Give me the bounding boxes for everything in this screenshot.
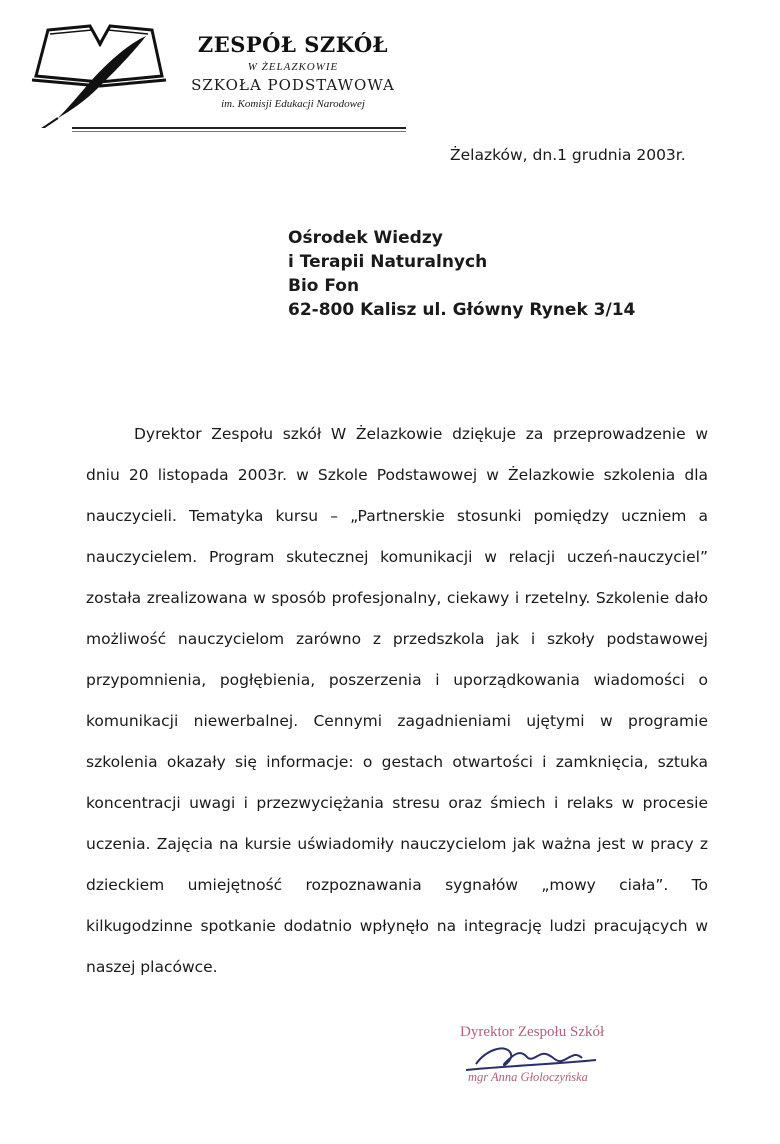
recipient-line: Bio Fon bbox=[288, 276, 360, 296]
letterhead bbox=[28, 18, 418, 138]
school-patron: im. Komisji Edukacji Narodowej bbox=[221, 98, 365, 110]
letterhead-text bbox=[148, 32, 438, 110]
school-name: SZKOŁA PODSTAWOWA bbox=[191, 76, 395, 94]
director-stamp bbox=[446, 1018, 666, 1098]
recipient-address bbox=[288, 226, 635, 322]
school-group-title: ZESPÓŁ SZKÓŁ bbox=[197, 32, 389, 57]
recipient-line: 62-800 Kalisz ul. Główny Rynek 3/14 bbox=[288, 300, 636, 320]
recipient-line: Ośrodek Wiedzy bbox=[288, 228, 443, 248]
recipient-line: i Terapii Naturalnych bbox=[288, 252, 488, 272]
letterhead-rule bbox=[72, 127, 406, 129]
stamp-title: Dyrektor Zespołu Szkół bbox=[460, 1024, 605, 1040]
school-location: W ŻELAZKOWIE bbox=[247, 61, 339, 73]
letter-body: Dyrektor Zespołu szkół W Żelazkowie dziękuje za przeprowadzenie w dniu 20 listopada 2003r. w Szkole Podstawowej w Żelazkowie szkolenia dla nauczycieli. Tematyka kursu – „Partnerskie stosunki pomiędzy uczniem a nauczycielem. Program skutecznej komunikacji w relacji uczeń-nauczyciel” została zrealizowana w sposób profesjonalny, ciekawy i rzetelny. Szkolenie dało możliwość nauczycielom zarówno z przedszkola jak i szkoły podstawowej przypomnienia, pogłębienia, poszerzenia i uporządkowania wiadomości o komunikacji niewerbalnej. Cennymi zagadnieniami ujętymi w programie szkolenia okazały się informacje: o gestach otwartości i zamknięcia, sztuka koncentracji uwagi i przezwyciężania stresu oraz śmiech i relaks w procesie uczenia. Zajęcia na kursie uświadomiły nauczycielom jak ważna jest w pracy z dzieckiem umiejętność rozpoznawania sygnałów „mowy ciała”. To kilkugodzinne spotkanie dodatnio wpłynęło na integrację ludzi pracujących w naszej placówce. bbox=[86, 425, 708, 976]
letterhead-rule-thin bbox=[72, 131, 406, 132]
stamp-name: mgr Anna Głoloczyńska bbox=[468, 1070, 588, 1084]
place-date: Żelazków, dn.1 grudnia 2003r. bbox=[450, 146, 686, 164]
open-book-quill-icon bbox=[28, 18, 168, 128]
